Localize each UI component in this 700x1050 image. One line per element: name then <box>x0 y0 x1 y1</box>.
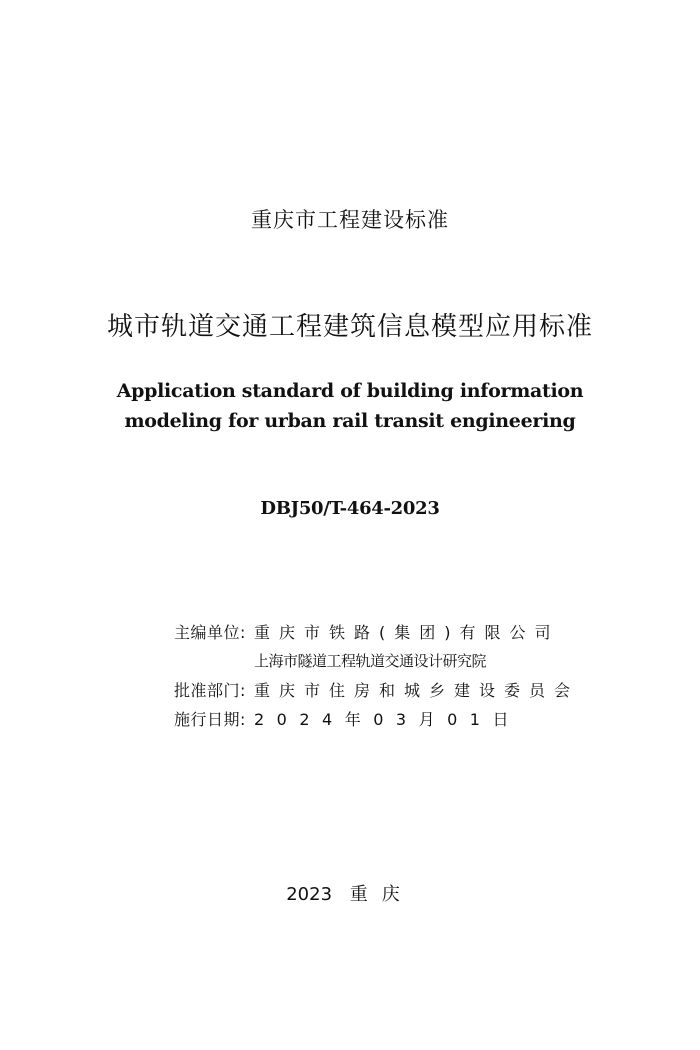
editor-2: 上海市隧道工程轨道交通设计研究院 <box>254 652 487 670</box>
effective-label: 施行日期: <box>174 710 246 729</box>
approval-label: 批准部门: <box>174 681 246 700</box>
standard-code: DBJ50/T-464-2023 <box>260 498 440 519</box>
editor-row <box>174 618 560 647</box>
editors-label: 主编单位: <box>174 623 246 642</box>
editors-label-spacer <box>174 647 254 676</box>
title-english-line-1: Application standard of building information <box>116 380 584 402</box>
effective-date: 2024年03月01日 <box>254 710 521 729</box>
approval-row <box>174 676 580 705</box>
title-english-line-2: modeling for urban rail transit engineering <box>124 410 576 432</box>
publication-line <box>0 880 700 910</box>
publication-year: 2023 <box>286 884 333 905</box>
publication-city: 重庆 <box>349 884 414 905</box>
issuing-info-block <box>174 618 580 734</box>
approval-department: 重庆市住房和城乡建设委员会 <box>254 681 580 700</box>
editor-row-2 <box>174 647 554 676</box>
document-title-chinese: 城市轨道交通工程建筑信息模型应用标准 <box>106 312 593 342</box>
editor-1: 重庆市铁路(集团)有限公司 <box>254 623 560 642</box>
standard-series-title: 重庆市工程建设标准 <box>251 208 449 232</box>
effective-row <box>174 705 554 734</box>
document-title-english <box>0 376 700 436</box>
